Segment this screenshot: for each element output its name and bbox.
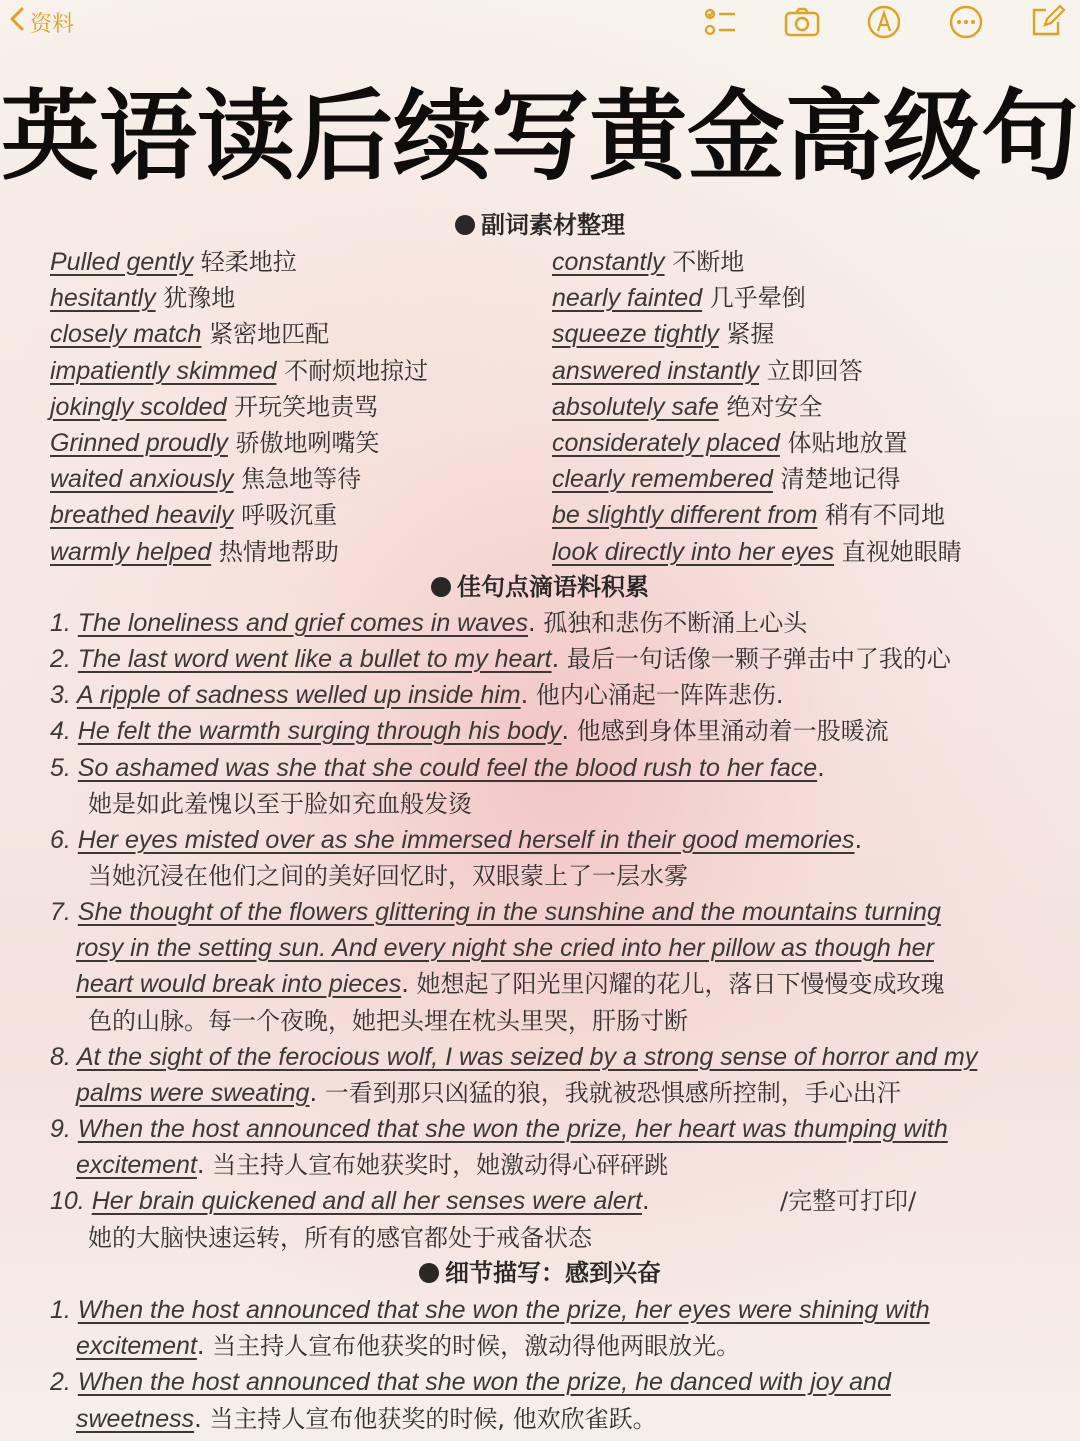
section-title: 副词素材整理 [481,211,625,239]
sentence-line [50,1185,650,1217]
adverb-english: absolutely safe [552,393,719,421]
sentence-translation: . [642,1187,650,1215]
sentence-english: So ashamed was she that she could feel the blood rush to her face [77,754,818,782]
sentence-number: 7. [50,898,78,926]
sentence-aside: /完整可打印/ [780,1187,917,1215]
sentence-translation: . 他内心涌起一阵阵悲伤. [520,681,784,709]
adverb-chinese: 呼吸沉重 [233,501,338,529]
sentence-number: 8. [50,1043,77,1071]
sentence-english: The loneliness and grief comes in waves [77,609,529,637]
sentence-number: 6. [50,826,78,854]
sentence-number: 9. [50,1115,78,1143]
back-label: 资料 [30,11,75,37]
page-title: 英语读后续写黄金高级句 [0,80,1079,194]
sentence-english: Her brain quickened and all her senses were alert [91,1187,643,1215]
detail-number: 2. [50,1368,78,1396]
sentence-line [50,1041,977,1073]
sentence-line [76,1077,901,1109]
adverb-english: constantly [552,248,665,276]
adverb-left-item [50,246,297,278]
detail-translation: . 当主持人宣布他获奖的时候, 他欢欣雀跃。 [194,1405,657,1433]
adverb-left-item [50,282,235,314]
adverb-chinese: 直视她眼睛 [834,538,962,566]
adverb-english: answered instantly [552,357,760,385]
adverb-english: squeeze tightly [552,320,719,348]
section-title: 佳句点滴语料积累 [457,573,649,601]
adverb-english: clearly remembered [552,465,773,493]
bullet-icon [431,577,451,597]
sentence-number: 1. [50,609,78,637]
sentence-number: 3. [50,681,77,709]
sentence-translation: . [817,754,825,782]
adverb-english: Pulled gently [50,248,194,276]
sentence-english: At the sight of the ferocious wolf, I was seized by a strong sense of horror and my [76,1043,978,1071]
sentence-number: 4. [50,717,78,745]
sentence-line [50,896,941,928]
detail-line [50,1294,930,1326]
adverb-english: closely match [50,320,202,348]
sentence-line [50,715,889,747]
sentence-english: heart would break into pieces [76,970,402,998]
adverb-chinese: 立即回答 [759,357,863,385]
sentence-translation: . 孤独和悲伤不断涌上心头 [528,609,808,637]
sentence-line [76,932,934,964]
adverb-english: jokingly scolded [50,393,227,421]
detail-translation: . 当主持人宣布他获奖的时候，激动得他两眼放光。 [196,1332,741,1360]
sentence-english: A ripple of sadness welled up inside him [76,681,521,709]
bullet-icon [455,215,475,235]
sentence-line [76,968,944,1000]
adverb-left-item [50,499,337,531]
adverb-right-item [552,282,806,314]
sentence-translation: . 一看到那只凶猛的狼，我就被恐惧感所控制，手心出汗 [309,1079,901,1107]
adverb-left-item [50,391,378,423]
adverb-chinese: 不断地 [664,248,745,276]
sentence-line [50,679,784,711]
bullet-icon [419,1263,439,1283]
adverb-left-item [50,427,380,459]
sentence-line [50,824,862,856]
adverb-right-item [552,246,744,278]
adverb-english: waited anxiously [50,465,234,493]
sentence-number: 5. [50,754,78,782]
adverb-chinese: 犹豫地 [155,284,236,312]
adverb-chinese: 几乎晕倒 [702,284,806,312]
sentence-translation-line: 她是如此羞愧以至于脸如充血般发烫 [88,790,472,818]
detail-english: excitement [76,1332,197,1360]
sentence-translation-line: 色的山脉。每一个夜晚，她把头埋在枕头里哭，肝肠寸断 [88,1007,688,1035]
sentence-translation: . 她想起了阳光里闪耀的花儿，落日下慢慢变成玫瑰 [401,970,945,998]
adverb-chinese: 紧握 [718,320,775,348]
adverb-english: hesitantly [50,284,156,312]
adverb-english: warmly helped [50,538,212,566]
markup-pen-icon[interactable] [866,4,902,40]
adverb-chinese: 焦急地等待 [233,465,362,493]
adverb-right-item [552,536,962,568]
adverb-chinese: 骄傲地咧嘴笑 [227,429,380,457]
detail-line [76,1403,657,1435]
sentence-line [50,607,807,639]
adverb-chinese: 不耐烦地掠过 [276,357,429,385]
sentence-number: 2. [50,645,78,673]
top-toolbar [0,0,1080,48]
sentence-translation-line: 她的大脑快速运转，所有的感官都处于戒备状态 [88,1224,592,1252]
adverb-chinese: 稍有不同地 [817,501,946,529]
sentence-english: palms were sweating [76,1079,310,1107]
adverb-english: nearly fainted [552,284,703,312]
chevron-left-icon [8,6,26,38]
section-heading-adverbs [0,210,1080,240]
sentence-translation: . 他感到身体里涌动着一股暖流 [561,717,889,745]
adverb-english: look directly into her eyes [552,538,835,566]
sentence-number: 10. [50,1187,92,1215]
adverb-english: Grinned proudly [50,429,228,457]
detail-line [76,1330,740,1362]
section-heading-details [0,1258,1080,1288]
adverb-english: impatiently skimmed [50,357,277,385]
adverb-chinese: 体贴地放置 [779,429,908,457]
adverb-chinese: 清楚地记得 [772,465,901,493]
sentence-translation: . 当主持人宣布她获奖时，她激动得心砰砰跳 [196,1151,669,1179]
sentence-english: excitement [76,1151,197,1179]
detail-number: 1. [50,1296,78,1324]
adverb-chinese: 开玩笑地责骂 [226,393,379,421]
sentence-line [50,643,951,675]
adverb-left-item [50,355,428,387]
back-button[interactable] [8,6,74,38]
adverb-right-item [552,318,774,350]
adverb-chinese: 绝对安全 [718,393,823,421]
sentence-line [50,752,825,784]
adverb-right-item [552,391,822,423]
adverb-chinese: 轻柔地拉 [193,248,297,276]
sentence-english: Her eyes misted over as she immersed herself in their good memories [77,826,855,854]
adverb-left-item [50,536,339,568]
adverb-english: considerately placed [552,429,780,457]
adverb-left-item [50,463,361,495]
sentence-english: The last word went like a bullet to my heart [77,645,552,673]
adverb-chinese: 紧密地匹配 [201,320,330,348]
adverb-right-item [552,499,945,531]
adverb-chinese: 热情地帮助 [211,538,339,566]
sentence-english: He felt the warmth surging through his body [77,717,562,745]
detail-english: When the host announced that she won the prize, her eyes were shining with [77,1296,930,1324]
detail-english: When the host announced that she won the prize, he danced with joy and [77,1368,891,1396]
adverb-right-item [552,463,901,495]
sentence-translation-line: 当她沉浸在他们之间的美好回忆时，双眼蒙上了一层水雾 [88,862,688,890]
adverb-right-item [552,355,863,387]
adverb-english: be slightly different from [552,501,818,529]
detail-line [50,1366,891,1398]
sentence-translation: . [854,826,863,854]
adverb-right-item [552,427,908,459]
detail-english: sweetness [76,1405,195,1433]
sentence-translation: . 最后一句话像一颗子弹击中了我的心 [551,645,951,673]
more-icon[interactable] [948,4,984,40]
section-title: 细节描写：感到兴奋 [445,1259,661,1287]
checklist-icon[interactable] [702,4,738,40]
adverb-english: breathed heavily [50,501,234,529]
sentence-line [76,1149,668,1181]
camera-icon[interactable] [784,4,820,40]
sentence-english: She thought of the flowers glittering in the sunshine and the mountains turning [77,898,941,926]
compose-icon[interactable] [1030,4,1066,40]
section-heading-sentences [0,572,1080,602]
sentence-line [50,1113,948,1145]
adverb-left-item [50,318,329,350]
sentence-english: When the host announced that she won the prize, her heart was thumping with [77,1115,948,1143]
sentence-english: rosy in the setting sun. And every night she cried into her pillow as though her [76,934,934,962]
